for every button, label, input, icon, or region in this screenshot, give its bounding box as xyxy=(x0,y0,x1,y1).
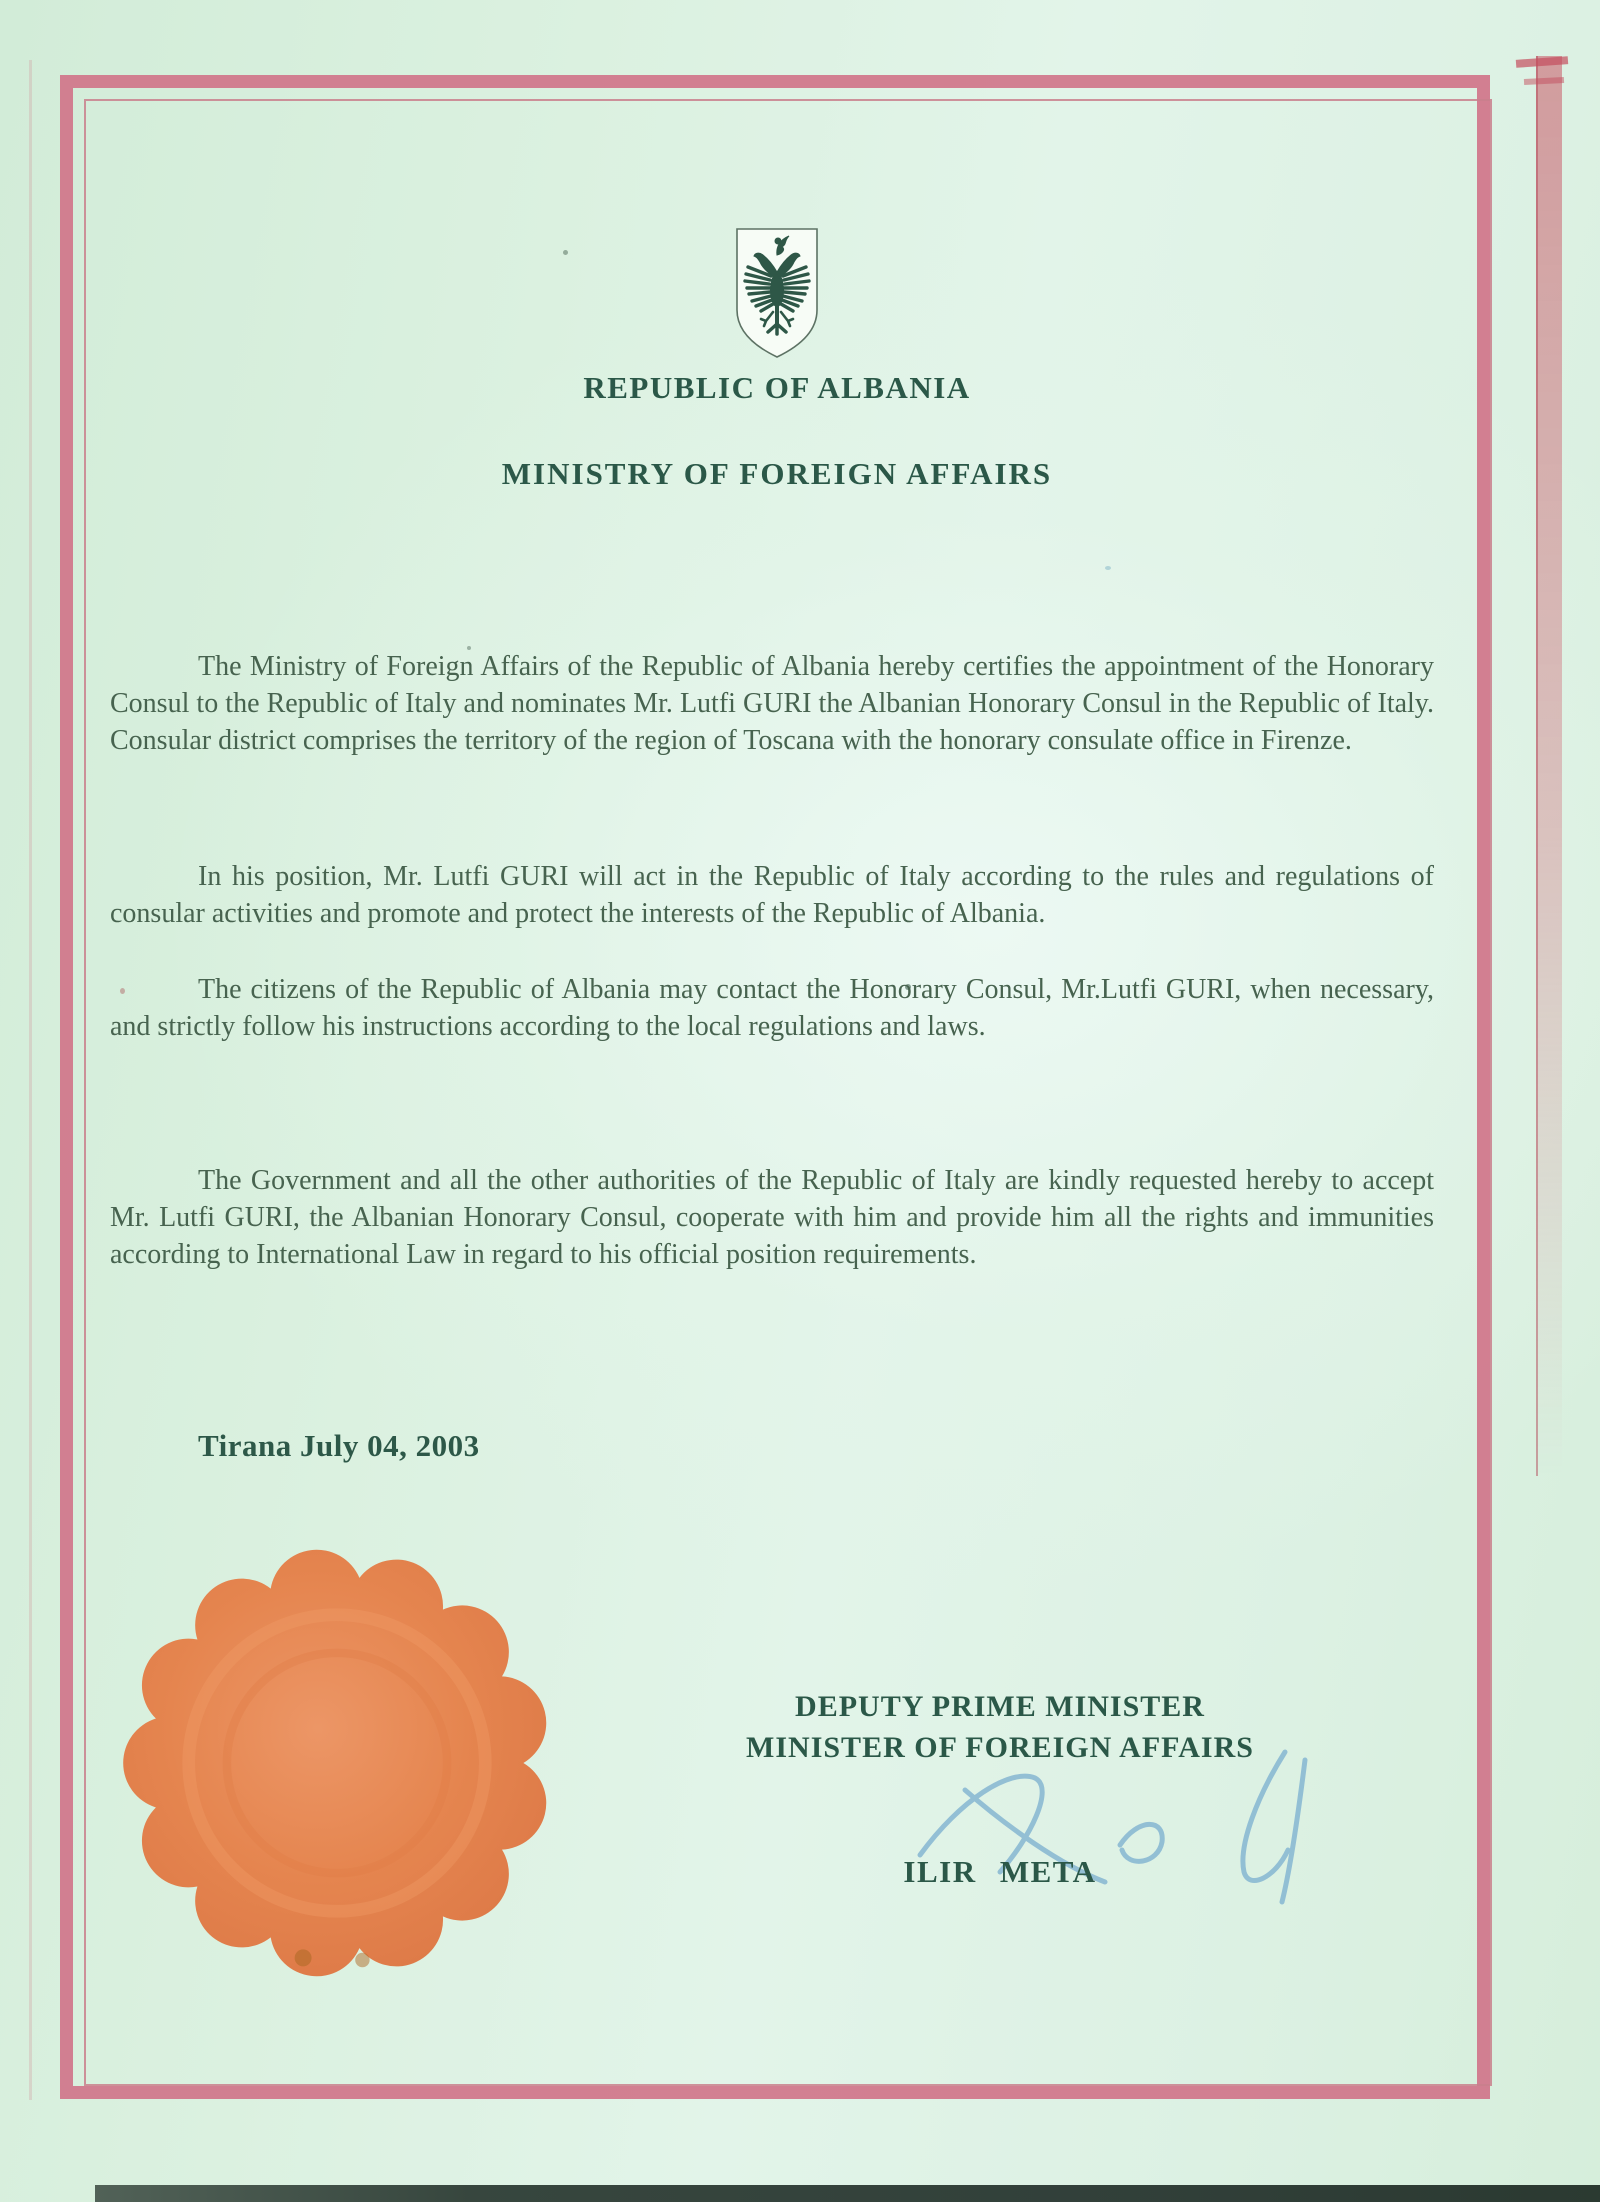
paper-speck xyxy=(563,250,568,255)
signature-title-2: MINISTER OF FOREIGN AFFAIRS xyxy=(746,1731,1254,1764)
header-ministry: MINISTRY OF FOREIGN AFFAIRS xyxy=(501,456,1053,491)
handwritten-signature xyxy=(880,1720,1340,1920)
scan-edge-line xyxy=(29,60,32,2100)
body-paragraph-2 xyxy=(110,858,1434,932)
body-paragraph-4 xyxy=(110,1162,1434,1273)
scan-edge-strip xyxy=(1536,56,1562,1476)
paragraph-text: The citizens of the Republic of Albania may contact the Honorary Consul, Mr.Lutfi GURI, when necessary, and strictly follow his instructions according to the local regulations and laws. xyxy=(110,974,1434,1042)
paragraph-text: In his position, Mr. Lutfi GURI will act in the Republic of Italy according to the rules and regulations of consular activities and promote and protect the interests of the Republic of Albania. xyxy=(110,861,1434,929)
scan-bottom-shadow xyxy=(95,2185,1600,2202)
body-paragraph-1 xyxy=(110,648,1434,759)
paragraph-text: The Government and all the other authorities of the Republic of Italy are kindly requested hereby to accept Mr. Lutfi GURI, the Albanian Honorary Consul, cooperate with him and provide him all the rights and immunities according to International Law in regard to his official position requirements. xyxy=(110,1165,1434,1270)
signer-name: ILIR META xyxy=(903,1854,1097,1889)
paper-speck xyxy=(1105,566,1111,570)
albania-coat-of-arms-icon xyxy=(722,224,832,364)
header-country: REPUBLIC OF ALBANIA xyxy=(583,370,971,405)
body-paragraph-3 xyxy=(110,971,1434,1045)
signature-title-1: DEPUTY PRIME MINISTER xyxy=(795,1690,1205,1723)
dateline: Tirana July 04, 2003 xyxy=(198,1428,480,1463)
paragraph-text: The Ministry of Foreign Affairs of the Republic of Albania hereby certifies the appointment of the Honorary Consul to the Republic of Italy and nominates Mr. Lutfi GURI the Albanian Honorary Consul in the Republic of Italy. Consular district comprises the territory of the region of Toscana with the honorary consulate office in Firenze. xyxy=(110,651,1434,756)
